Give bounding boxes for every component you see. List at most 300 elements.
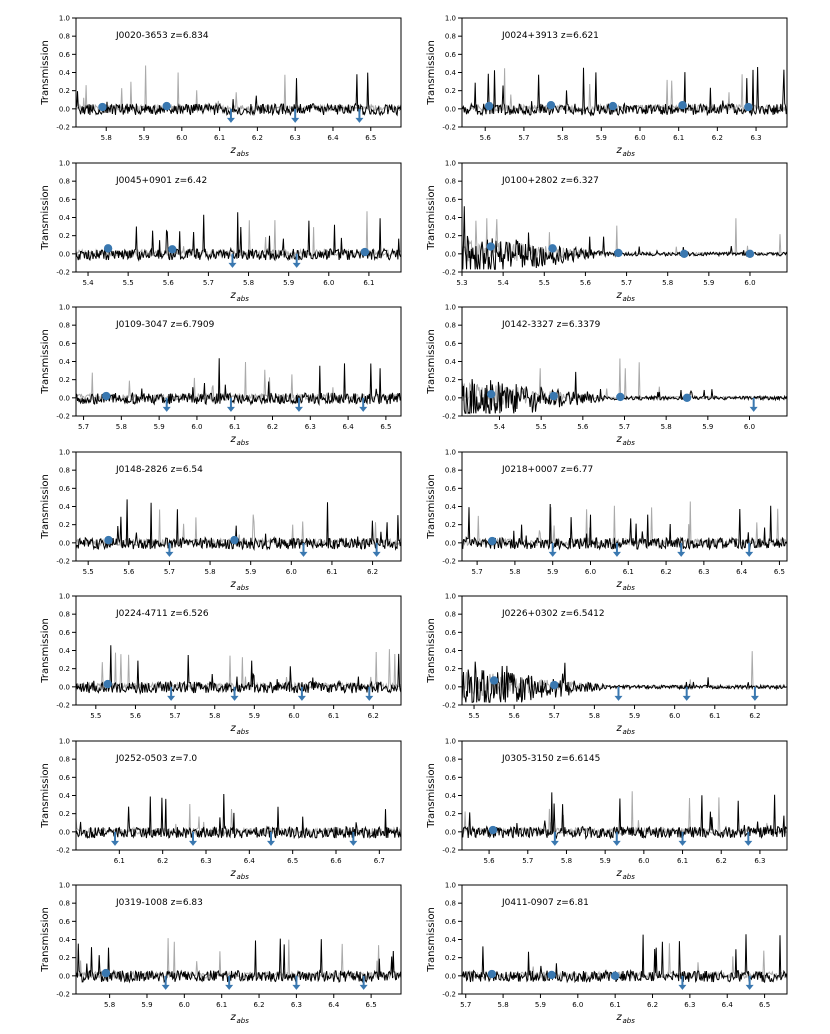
x-tick-label: 5.5 [90, 712, 102, 720]
data-point [162, 102, 170, 110]
y-tick-label: 0.4 [58, 792, 70, 800]
y-tick-label: 0.8 [58, 755, 70, 764]
data-point [680, 250, 688, 258]
y-tick-label: 0.4 [58, 647, 70, 655]
panel-j0045+0901 [16, 157, 426, 307]
x-axis-label-subscript: abs [622, 150, 635, 158]
y-tick-label: 0.8 [444, 177, 456, 186]
x-tick-label: 6.4 [328, 1001, 340, 1009]
y-tick-label: 0.2 [58, 232, 70, 241]
panel-title: J0226+0302 z=6.5412 [502, 609, 605, 619]
x-tick-label: 6.1 [113, 857, 125, 865]
y-tick-label: 0.0 [58, 972, 70, 981]
y-tick-label: -0.2 [56, 701, 70, 710]
y-axis-label: Transmission [40, 185, 51, 250]
x-tick-label: 6.3 [754, 857, 766, 865]
panel-title: J0109-3047 z=6.7909 [116, 320, 215, 330]
x-axis-label: z [230, 434, 236, 445]
data-point [490, 676, 498, 684]
y-tick-label: 0.0 [444, 250, 456, 259]
y-tick-label: 0.0 [444, 105, 456, 114]
model-trace [76, 66, 401, 112]
data-point [683, 394, 691, 402]
x-tick-label: 6.3 [750, 134, 762, 142]
x-tick-label: 5.7 [518, 134, 530, 142]
y-tick-label: 0.0 [58, 250, 70, 259]
x-axis-label-subscript: abs [622, 873, 635, 881]
x-tick-label: 5.5 [538, 279, 550, 287]
y-tick-label: 1.0 [444, 737, 456, 746]
y-tick-label: -0.2 [442, 701, 456, 710]
data-point [98, 103, 106, 111]
x-tick-label: 6.2 [711, 134, 723, 142]
x-tick-label: 5.6 [162, 279, 174, 287]
x-axis-label-subscript: abs [236, 295, 249, 303]
y-tick-label: -0.2 [442, 557, 456, 566]
y-tick-label: 1.0 [444, 159, 456, 168]
x-tick-label: 5.6 [479, 134, 491, 142]
data-point [102, 392, 110, 400]
x-axis-label: z [616, 145, 622, 156]
y-tick-label: 0.4 [58, 503, 70, 511]
y-tick-label: 0.6 [444, 339, 456, 348]
x-tick-label: 5.9 [599, 857, 611, 865]
y-tick-label: 0.8 [444, 321, 456, 330]
y-tick-label: 1.0 [58, 448, 70, 457]
x-tick-label: 5.5 [122, 279, 134, 287]
y-tick-label: 1.0 [444, 592, 456, 601]
y-tick-label: -0.2 [442, 268, 456, 277]
x-tick-label: 5.6 [508, 712, 520, 720]
panel-j0305-3150 [402, 735, 812, 885]
x-tick-label: 5.8 [557, 134, 569, 142]
panel-title: J0045+0901 z=6.42 [116, 176, 208, 186]
x-tick-label: 6.4 [327, 134, 339, 142]
x-tick-label: 6.3 [698, 568, 710, 576]
x-tick-label: 6.5 [380, 423, 392, 431]
y-tick-label: 1.0 [58, 881, 70, 890]
x-tick-label: 5.9 [245, 568, 257, 576]
y-tick-label: -0.2 [442, 990, 456, 999]
x-tick-label: 6.2 [253, 1001, 265, 1009]
x-tick-label: 5.9 [141, 1001, 153, 1009]
y-axis-label: Transmission [40, 907, 51, 972]
x-tick-label: 6.4 [243, 857, 255, 865]
x-tick-label: 5.6 [483, 857, 495, 865]
x-tick-label: 5.8 [209, 712, 221, 720]
y-tick-label: 0.8 [444, 466, 456, 475]
x-tick-label: 6.5 [773, 568, 786, 576]
panel-j0142-3327 [402, 301, 812, 451]
x-tick-label: 5.9 [138, 134, 150, 142]
y-tick-label: 0.6 [58, 484, 70, 493]
x-tick-label: 6.5 [759, 1001, 771, 1009]
x-tick-label: 6.1 [622, 568, 634, 576]
y-tick-label: -0.2 [56, 557, 70, 566]
x-tick-label: 5.6 [577, 423, 589, 431]
panel-j0148-2826 [16, 446, 426, 596]
data-point [102, 969, 110, 977]
y-tick-label: -0.2 [56, 990, 70, 999]
panel-title: J0224-4711 z=6.526 [116, 609, 209, 619]
data-point [487, 242, 495, 250]
x-tick-label: 6.1 [363, 279, 375, 287]
y-tick-label: 0.6 [444, 628, 456, 637]
panel-j0218+0007 [402, 446, 812, 596]
y-tick-label: 0.2 [444, 810, 456, 819]
upper-limit-marker [162, 976, 170, 990]
x-tick-label: 6.0 [634, 134, 646, 142]
data-point [489, 826, 497, 834]
y-tick-label: 0.4 [58, 936, 70, 944]
x-tick-label: 5.4 [497, 279, 509, 287]
x-tick-label: 5.8 [242, 279, 255, 287]
x-axis-label: z [230, 579, 236, 590]
x-axis-label-subscript: abs [622, 728, 635, 736]
y-tick-label: 0.0 [58, 683, 70, 692]
data-point [547, 971, 555, 979]
x-tick-label: 5.6 [129, 712, 142, 720]
data-point [744, 103, 752, 111]
data-point [614, 249, 622, 257]
data-point [611, 972, 619, 980]
y-tick-label: 0.8 [58, 899, 70, 908]
x-tick-label: 6.1 [676, 857, 689, 865]
y-tick-label: 0.6 [444, 773, 456, 782]
y-tick-label: -0.2 [56, 123, 70, 132]
y-axis-label: Transmission [40, 763, 51, 828]
x-tick-label: 5.8 [104, 1001, 116, 1009]
x-tick-label: 6.1 [214, 134, 226, 142]
y-tick-label: 0.4 [58, 214, 70, 222]
x-tick-label: 6.7 [373, 857, 385, 865]
y-tick-label: 0.6 [58, 339, 70, 348]
x-tick-label: 5.6 [579, 279, 591, 287]
data-point [678, 101, 686, 109]
data-point [550, 681, 558, 689]
y-tick-label: 0.2 [444, 87, 456, 96]
x-axis-label: z [616, 868, 622, 879]
x-tick-label: 5.8 [588, 712, 600, 720]
y-tick-label: 0.4 [444, 936, 456, 944]
observed-trace [462, 504, 787, 549]
data-point [547, 101, 555, 109]
x-tick-label: 5.9 [153, 423, 165, 431]
y-axis-label: Transmission [426, 763, 437, 828]
x-tick-label: 5.9 [547, 568, 559, 576]
y-tick-label: 0.8 [58, 32, 70, 41]
y-axis-label: Transmission [40, 474, 51, 539]
y-tick-label: 0.4 [444, 358, 456, 366]
y-tick-label: 0.8 [58, 321, 70, 330]
y-tick-label: 0.6 [58, 195, 70, 204]
y-tick-label: 0.8 [444, 755, 456, 764]
y-tick-label: 0.2 [58, 665, 70, 674]
data-point [488, 537, 496, 545]
x-axis-label: z [616, 579, 622, 590]
y-axis-label: Transmission [40, 618, 51, 683]
y-tick-label: 0.8 [444, 899, 456, 908]
x-axis-label-subscript: abs [622, 584, 635, 592]
x-tick-label: 6.2 [157, 857, 169, 865]
x-axis-label: z [616, 290, 622, 301]
panel-title: J0319-1008 z=6.83 [116, 898, 203, 908]
y-tick-label: 1.0 [58, 737, 70, 746]
y-tick-label: 0.2 [444, 521, 456, 530]
y-tick-label: 0.6 [58, 773, 70, 782]
x-tick-label: 6.2 [660, 568, 672, 576]
y-tick-label: 0.0 [444, 683, 456, 692]
x-tick-label: 6.2 [715, 857, 727, 865]
x-axis-label: z [616, 434, 622, 445]
x-axis-label-subscript: abs [236, 150, 249, 158]
panel-title: J0411-0907 z=6.81 [502, 898, 589, 908]
panel-j0024+3913 [402, 12, 812, 162]
y-axis-label: Transmission [426, 329, 437, 394]
x-axis-label: z [230, 290, 236, 301]
x-tick-label: 5.7 [522, 857, 534, 865]
x-axis-label: z [616, 1012, 622, 1023]
y-tick-label: 0.8 [58, 177, 70, 186]
x-axis-label-subscript: abs [622, 439, 635, 447]
y-tick-label: 1.0 [444, 448, 456, 457]
y-tick-label: 0.4 [444, 647, 456, 655]
y-tick-label: 0.2 [58, 87, 70, 96]
x-tick-label: 5.5 [82, 568, 94, 576]
x-tick-label: 6.6 [330, 857, 342, 865]
panel-title: J0142-3327 z=6.3379 [502, 320, 601, 330]
y-tick-label: 0.2 [444, 954, 456, 963]
upper-limit-marker [745, 543, 753, 557]
x-tick-label: 5.7 [618, 423, 631, 431]
x-tick-label: 6.1 [229, 423, 241, 431]
y-tick-label: 1.0 [444, 881, 456, 890]
x-tick-label: 5.9 [702, 423, 714, 431]
x-tick-label: 6.1 [326, 568, 338, 576]
x-tick-label: 6.3 [289, 134, 301, 142]
panel-title: J0100+2802 z=6.327 [502, 176, 599, 186]
y-tick-label: 0.6 [444, 484, 456, 493]
model-trace [76, 649, 401, 689]
upper-limit-marker [300, 543, 308, 557]
y-tick-label: 0.8 [58, 610, 70, 619]
y-tick-label: 0.8 [444, 610, 456, 619]
x-tick-label: 6.1 [709, 712, 721, 720]
y-tick-label: 0.4 [58, 358, 70, 366]
x-tick-label: 5.7 [460, 1001, 472, 1009]
y-tick-label: 0.0 [58, 539, 70, 548]
x-tick-label: 5.7 [620, 279, 633, 287]
y-tick-label: 0.0 [444, 394, 456, 403]
upper-limit-marker [614, 687, 622, 701]
y-tick-label: 1.0 [58, 14, 70, 23]
y-tick-label: 0.2 [444, 376, 456, 385]
x-axis-label-subscript: abs [236, 1017, 249, 1025]
data-point [104, 244, 112, 252]
x-tick-label: 6.0 [176, 134, 188, 142]
x-tick-label: 6.5 [365, 1001, 377, 1009]
panel-title: J0252-0503 z=7.0 [116, 754, 198, 764]
y-tick-label: 0.2 [58, 521, 70, 530]
x-axis-label: z [230, 145, 236, 156]
x-tick-label: 6.3 [290, 1001, 302, 1009]
x-axis-label-subscript: abs [622, 295, 635, 303]
x-tick-label: 6.2 [749, 712, 761, 720]
x-tick-label: 6.0 [572, 1001, 584, 1009]
data-point [488, 970, 496, 978]
y-tick-label: 1.0 [58, 592, 70, 601]
y-tick-label: 1.0 [58, 159, 70, 168]
data-point [609, 102, 617, 110]
data-point [549, 392, 557, 400]
x-tick-label: 5.7 [202, 279, 214, 287]
y-tick-label: 0.0 [444, 972, 456, 981]
y-tick-label: 0.6 [58, 628, 70, 637]
x-tick-label: 6.4 [736, 568, 748, 576]
y-tick-label: 0.6 [58, 50, 70, 59]
panel-j0020-3653 [16, 12, 426, 162]
panel-title: J0305-3150 z=6.6145 [502, 754, 601, 764]
y-tick-label: 0.4 [444, 69, 456, 77]
y-tick-label: 0.6 [444, 195, 456, 204]
y-tick-label: -0.2 [442, 123, 456, 132]
x-axis-label-subscript: abs [236, 873, 249, 881]
x-tick-label: 6.2 [266, 423, 279, 431]
x-tick-label: 6.1 [328, 712, 340, 720]
x-tick-label: 6.3 [200, 857, 212, 865]
data-point [230, 536, 238, 544]
y-tick-label: 0.2 [58, 376, 70, 385]
x-tick-label: 6.0 [285, 568, 297, 576]
upper-limit-marker [750, 398, 758, 412]
x-tick-label: 5.5 [535, 423, 547, 431]
y-tick-label: -0.2 [56, 846, 70, 855]
panel-j0224-4711 [16, 590, 426, 740]
y-axis-label: Transmission [40, 40, 51, 105]
upper-limit-marker [677, 543, 685, 557]
x-tick-label: 5.8 [204, 568, 216, 576]
x-tick-label: 6.4 [342, 423, 354, 431]
x-tick-label: 6.0 [178, 1001, 190, 1009]
observed-trace [76, 794, 401, 838]
x-tick-label: 6.1 [673, 134, 685, 142]
y-tick-label: 0.0 [58, 828, 70, 837]
x-tick-label: 6.0 [743, 423, 756, 431]
y-tick-label: -0.2 [442, 412, 456, 421]
panel-title: J0148-2826 z=6.54 [116, 465, 203, 475]
x-tick-label: 5.8 [497, 1001, 509, 1009]
data-point [548, 244, 556, 252]
x-tick-label: 6.0 [669, 712, 681, 720]
x-tick-label: 5.8 [100, 134, 112, 142]
y-tick-label: 0.0 [444, 828, 456, 837]
y-tick-label: 0.2 [444, 232, 456, 241]
x-tick-label: 5.8 [560, 857, 573, 865]
x-tick-label: 5.6 [123, 568, 135, 576]
x-tick-label: 6.2 [646, 1001, 659, 1009]
y-tick-label: 1.0 [444, 14, 456, 23]
x-tick-label: 5.4 [493, 423, 506, 431]
y-tick-label: 0.2 [58, 810, 70, 819]
x-tick-label: 6.0 [191, 423, 203, 431]
x-tick-label: 5.4 [82, 279, 94, 287]
upper-limit-marker [746, 976, 754, 990]
x-tick-label: 5.9 [703, 279, 715, 287]
observed-trace [76, 212, 401, 260]
x-axis-label-subscript: abs [236, 728, 249, 736]
data-point [746, 250, 754, 258]
panel-j0411-0907 [402, 879, 812, 1029]
panel-j0252-0503 [16, 735, 426, 885]
y-tick-label: 0.0 [444, 539, 456, 548]
y-tick-label: 0.0 [58, 105, 70, 114]
panel-j0226+0302 [402, 590, 812, 740]
x-tick-label: 6.2 [251, 134, 263, 142]
y-tick-label: 1.0 [58, 303, 70, 312]
x-tick-label: 5.9 [595, 134, 607, 142]
x-axis-label-subscript: abs [622, 1017, 635, 1025]
y-tick-label: 1.0 [444, 303, 456, 312]
x-axis-label: z [230, 1012, 236, 1023]
x-tick-label: 6.5 [365, 134, 377, 142]
y-tick-label: 0.6 [58, 917, 70, 926]
x-tick-label: 6.5 [287, 857, 299, 865]
data-point [361, 248, 369, 256]
y-axis-label: Transmission [426, 618, 437, 683]
x-tick-label: 6.1 [609, 1001, 621, 1009]
data-point [104, 680, 112, 688]
x-tick-label: 5.3 [456, 279, 468, 287]
x-tick-label: 6.4 [721, 1001, 733, 1009]
y-tick-label: 0.6 [444, 50, 456, 59]
model-trace [76, 362, 401, 400]
model-trace [462, 502, 787, 546]
y-axis-label: Transmission [426, 185, 437, 250]
y-tick-label: 0.2 [444, 665, 456, 674]
x-tick-label: 6.3 [304, 423, 316, 431]
y-axis-label: Transmission [40, 329, 51, 394]
x-tick-label: 6.0 [323, 279, 335, 287]
observed-trace [462, 934, 787, 982]
x-tick-label: 6.2 [366, 568, 379, 576]
x-tick-label: 5.7 [548, 712, 560, 720]
panel-j0319-1008 [16, 879, 426, 1029]
x-tick-label: 6.1 [216, 1001, 228, 1009]
y-axis-label: Transmission [426, 907, 437, 972]
x-tick-label: 6.0 [638, 857, 650, 865]
x-tick-label: 5.7 [169, 712, 181, 720]
panel-title: J0024+3913 z=6.621 [502, 31, 599, 41]
x-tick-label: 5.9 [628, 712, 641, 720]
x-tick-label: 6.0 [288, 712, 300, 720]
y-tick-label: -0.2 [442, 846, 456, 855]
data-point [485, 102, 493, 110]
data-point [616, 393, 624, 401]
panel-title: J0020-3653 z=6.834 [116, 31, 209, 41]
y-tick-label: -0.2 [56, 412, 70, 421]
y-tick-label: 0.4 [444, 214, 456, 222]
x-tick-label: 5.8 [662, 279, 674, 287]
y-tick-label: 0.2 [58, 954, 70, 963]
x-tick-label: 5.8 [115, 423, 127, 431]
x-axis-label: z [230, 723, 236, 734]
x-tick-label: 5.7 [471, 568, 483, 576]
x-tick-label: 5.8 [509, 568, 521, 576]
data-point [487, 390, 495, 398]
y-tick-label: 0.0 [58, 394, 70, 403]
y-tick-label: 0.8 [444, 32, 456, 41]
x-tick-label: 6.0 [584, 568, 597, 576]
